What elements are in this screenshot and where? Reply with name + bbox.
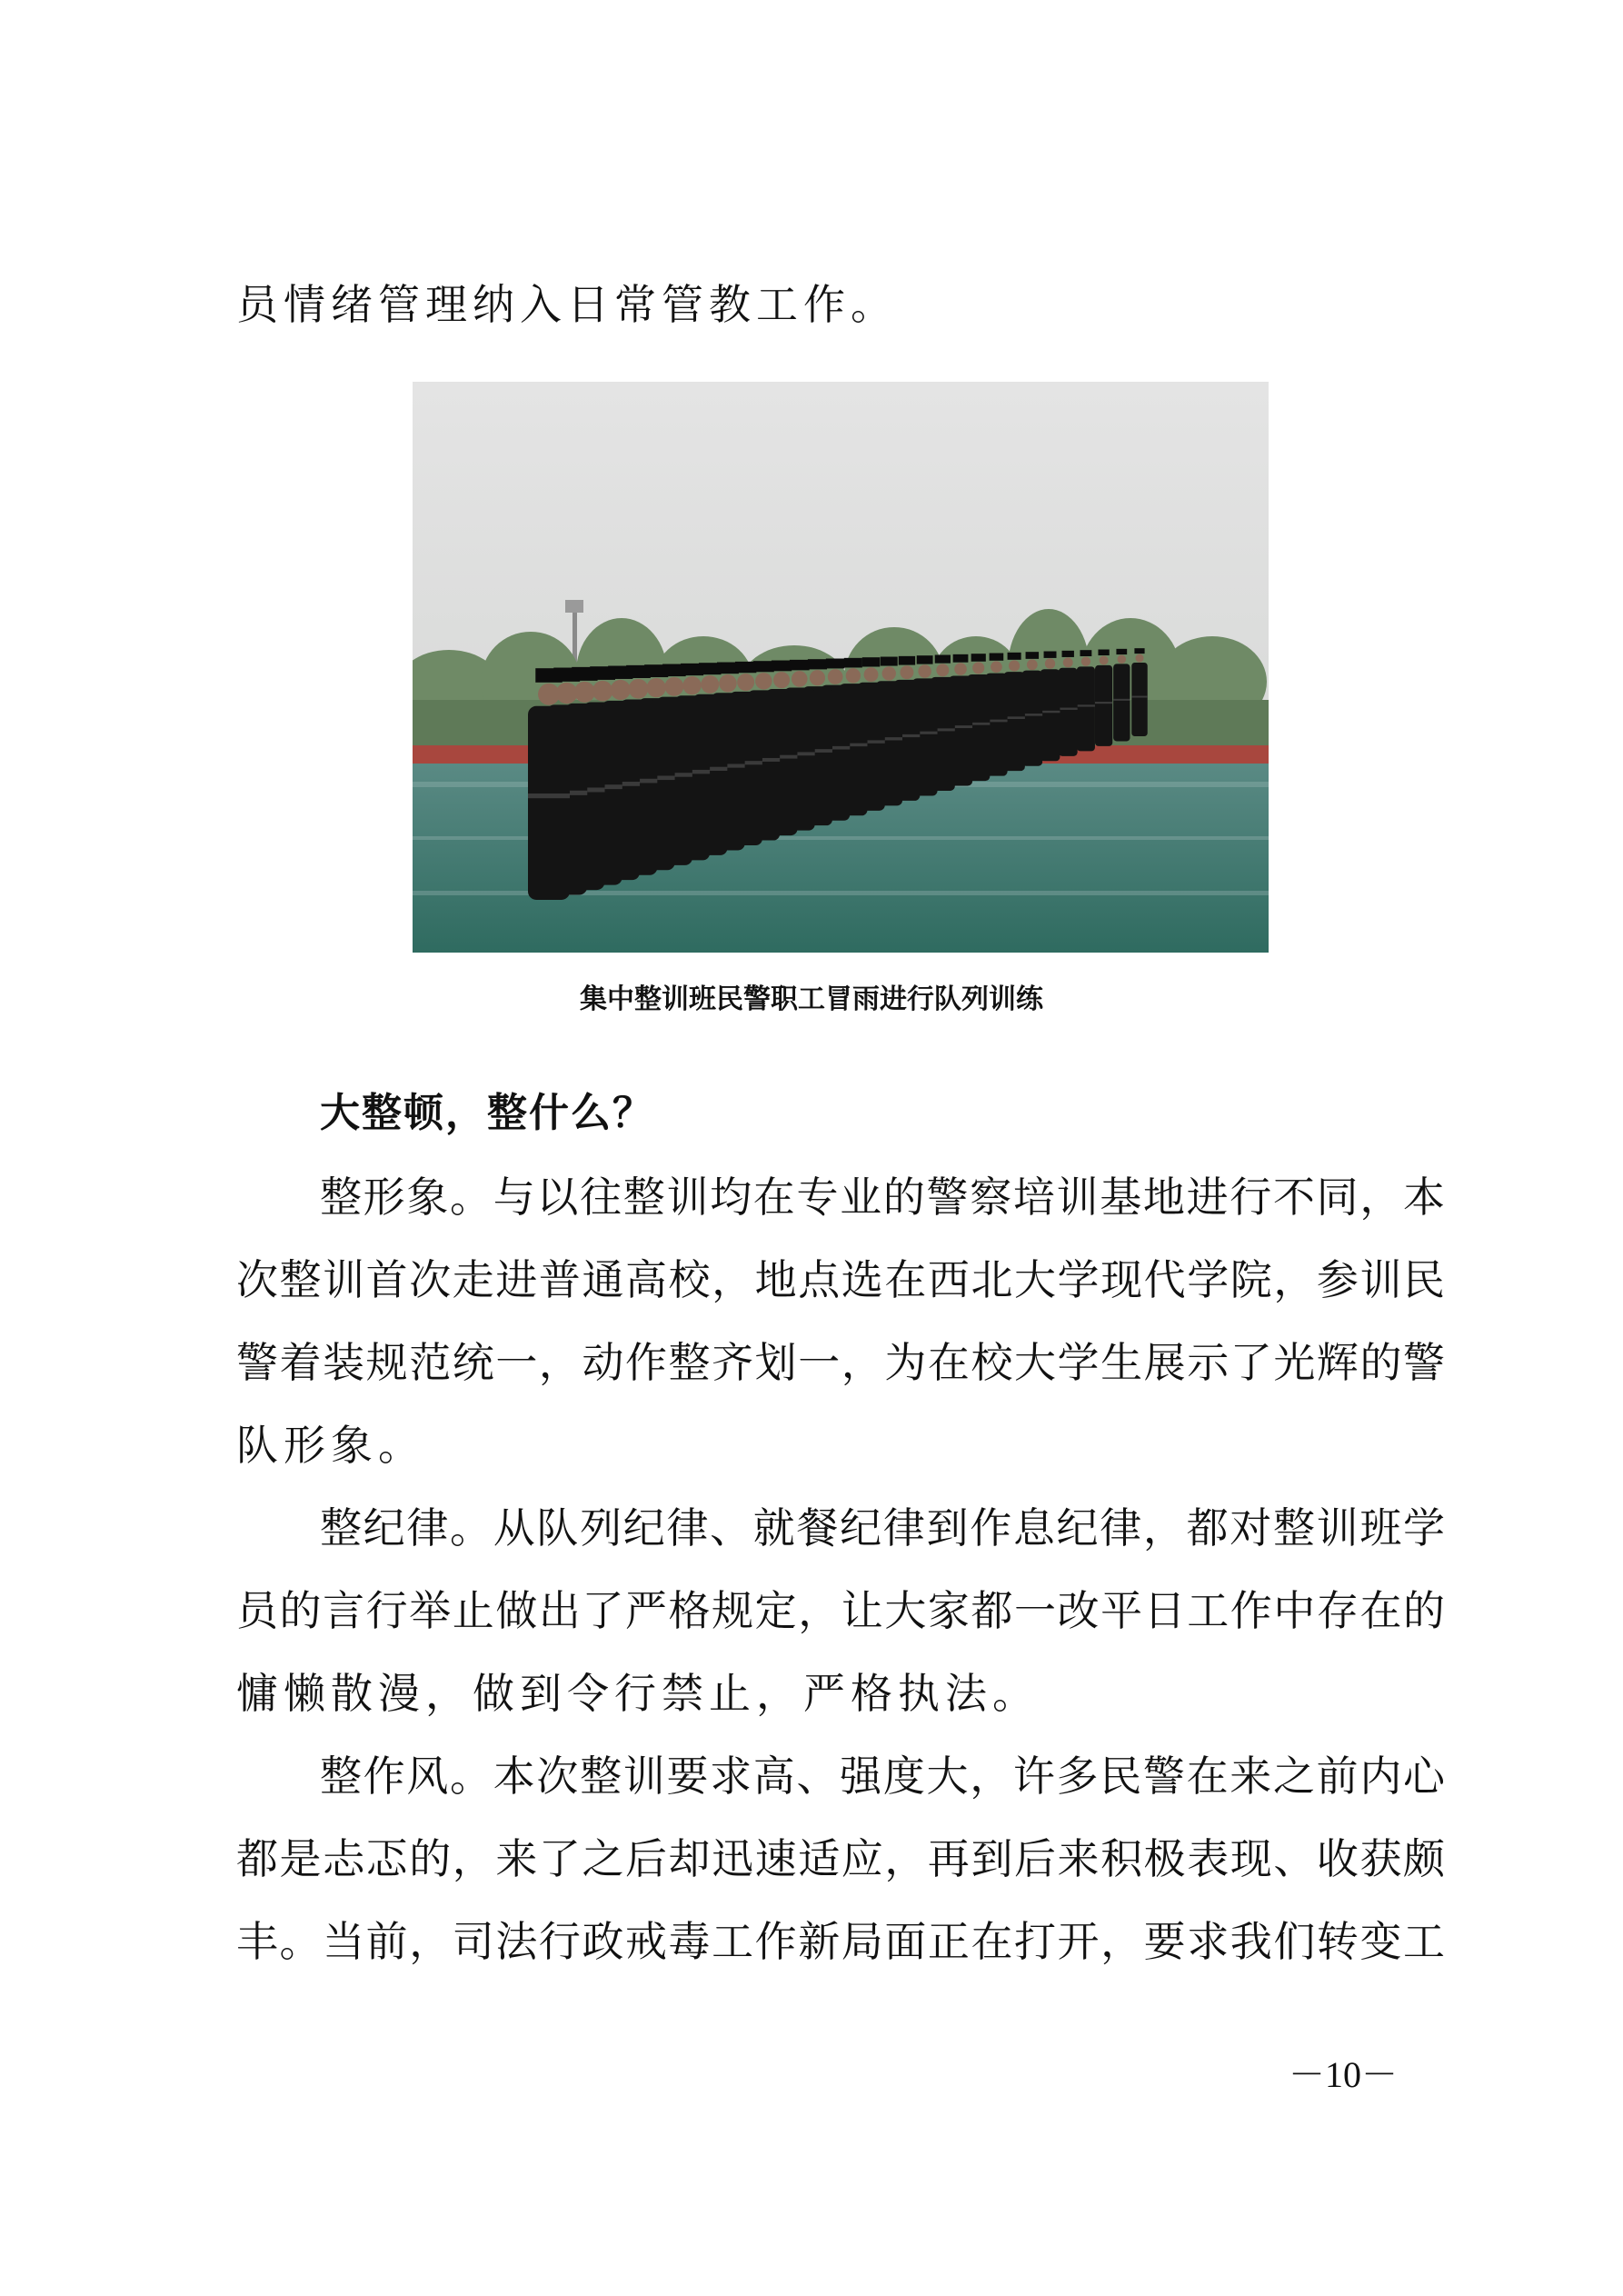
photo-caption: 集中整训班民警职工冒雨进行队列训练 [580,983,1043,1015]
paragraph-3-line-3: 丰。当前，司法行政戒毒工作新局面正在打开，要求我们转变工 [236,1917,1445,1966]
paragraph-3-line-1: 整作风。本次整训要求高、强度大，许多民警在来之前内心 [320,1752,1445,1801]
paragraph-1-line-2: 次整训首次走进普通高校，地点选在西北大学现代学院，参训民 [236,1255,1445,1304]
training-photo [413,382,1269,953]
paragraph-1-line-3: 警着装规范统一，动作整齐划一，为在校大学生展示了光辉的警 [236,1338,1445,1387]
section-heading: 大整顿，整什么？ [320,1090,654,1136]
paragraph-2-line-1: 整纪律。从队列纪律、就餐纪律到作息纪律，都对整训班学 [320,1503,1445,1552]
paragraph-1-line-4: 队形象。 [236,1421,425,1470]
paragraph-2-line-2: 员的言行举止做出了严格规定，让大家都一改平日工作中存在的 [236,1586,1445,1635]
paragraph-3-line-2: 都是忐忑的，来了之后却迅速适应，再到后来积极表现、收获颇 [236,1834,1445,1883]
training-photo-illustration [413,382,1269,953]
paragraph-2-line-3: 慵懒散漫，做到令行禁止，严格执法。 [236,1669,1040,1718]
continuation-line: 员情绪管理纳入日常管教工作。 [236,280,898,329]
page-number: －10－ [1289,2054,1398,2095]
paragraph-1-line-1: 整形象。与以往整训均在专业的警察培训基地进行不同，本 [320,1173,1445,1222]
